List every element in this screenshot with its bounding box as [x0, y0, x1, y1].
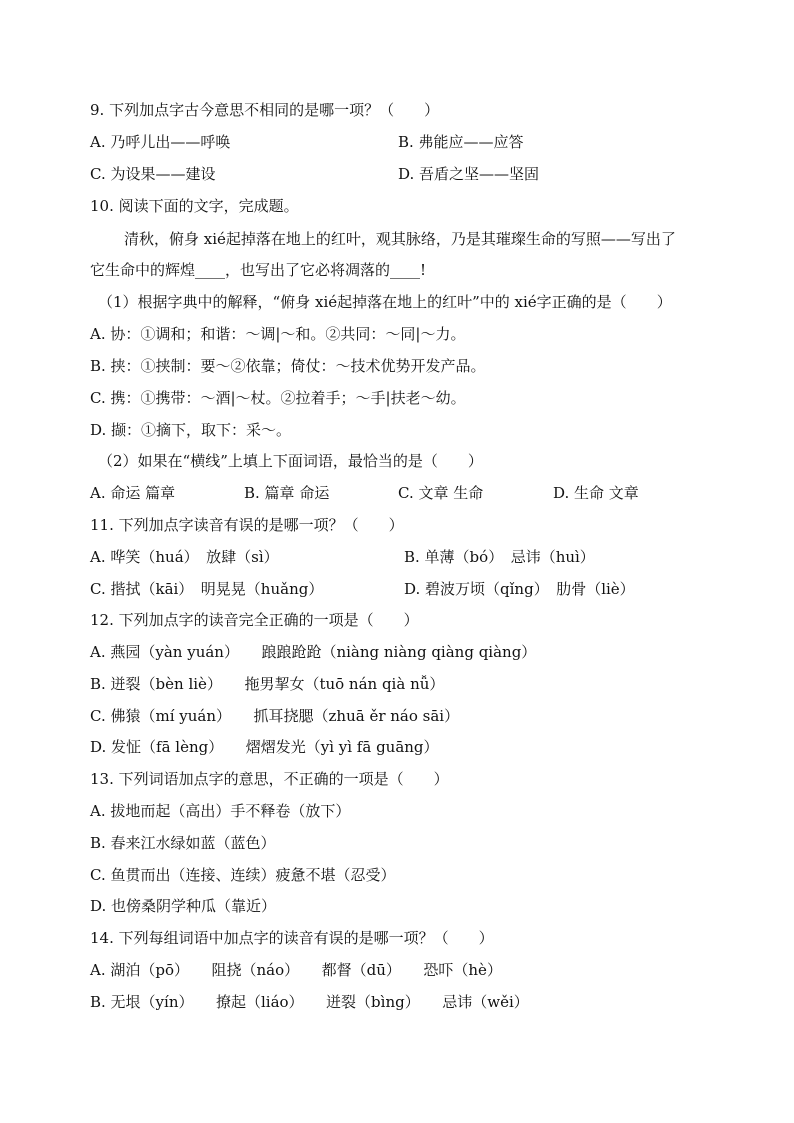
q10-sub1-option-b: B. 挟：①挟制：要～②依靠；倚仗：～技术优势开发产品。	[90, 357, 486, 375]
q13-stem: 13. 下列词语加点字的意思，不正确的一项是（ ）	[90, 770, 449, 788]
q13-option-b: B. 春来江水绿如蓝（蓝色）	[90, 834, 276, 852]
q12-option-a: A. 燕园（yàn yuán） 踉踉跄跄（niàng niàng qiàng qiàng）	[90, 643, 537, 661]
q10-sub2-option-d: D. 生命 文章	[553, 484, 639, 502]
q11-option-d: D. 碧波万顷（qǐng） 肋骨（liè）	[404, 580, 635, 598]
q10-sub2-option-c: C. 文章 生命	[398, 484, 484, 502]
q14-option-b: B. 无垠（yín） 撩起（liáo） 迸裂（bìng） 忌讳（wěi）	[90, 993, 529, 1011]
q10-passage-line1: 清秋，俯身 xié起掉落在地上的红叶，观其脉络，乃是其璀璨生命的写照——写出了	[124, 230, 676, 248]
q9-option-b: B. 弗能应——应答	[398, 133, 524, 151]
q11-option-c: C. 揩拭（kāi） 明晃晃（huǎng）	[90, 580, 324, 598]
q13-option-d: D. 也傍桑阴学种瓜（靠近）	[90, 897, 277, 915]
q12-option-b: B. 迸裂（bèn liè） 拖男挈女（tuō nán qià nǚ）	[90, 675, 445, 693]
q14-option-a: A. 湖泊（pō） 阻挠（náo） 都督（dū） 恐吓（hè）	[90, 961, 502, 979]
q12-option-d: D. 发怔（fā lèng） 熠熠发光（yì yì fā guāng）	[90, 738, 439, 756]
q12-stem: 12. 下列加点字的读音完全正确的一项是（ ）	[90, 611, 419, 629]
q10-stem: 10. 阅读下面的文字，完成题。	[90, 197, 299, 215]
q10-sub1-option-d: D. 撷：①摘下，取下：采～。	[90, 421, 292, 439]
q10-sub1-option-a: A. 协：①调和；和谐：～调|～和。②共同：～同|～力。	[90, 325, 466, 343]
q10-sub2-option-b: B. 篇章 命运	[244, 484, 330, 502]
q9-option-a: A. 乃呼儿出——呼唤	[90, 133, 231, 151]
q13-option-c: C. 鱼贯而出（连接、连续）疲惫不堪（忍受）	[90, 866, 396, 884]
q9-option-d: D. 吾盾之坚——坚固	[398, 165, 540, 183]
q14-stem: 14. 下列每组词语中加点字的读音有误的是哪一项？（ ）	[90, 929, 494, 947]
q10-sub1-stem: （1）根据字典中的解释，“俯身 xié起掉落在地上的红叶”中的 xié字正确的是（ ）	[98, 293, 672, 311]
q10-passage-line2: 它生命中的辉煌____，也写出了它必将凋落的____!	[90, 261, 427, 279]
q11-option-b: B. 单薄（bó） 忌讳（huì）	[404, 548, 595, 566]
q9-option-c: C. 为设果——建设	[90, 165, 216, 183]
q12-option-c: C. 佛猿（mí yuán） 抓耳挠腮（zhuā ěr náo sāi）	[90, 707, 460, 725]
q11-stem: 11. 下列加点字读音有误的是哪一项？（ ）	[90, 516, 404, 534]
q10-sub1-option-c: C. 携：①携带：～酒|～杖。②拉着手；～手|扶老～幼。	[90, 389, 466, 407]
q10-sub2-stem: （2）如果在“横线”上填上下面词语，最恰当的是（ ）	[98, 452, 483, 470]
q11-option-a: A. 哗笑（huá） 放肆（sì）	[90, 548, 279, 566]
q9-stem: 9. 下列加点字古今意思不相同的是哪一项？（ ）	[90, 101, 440, 119]
q10-sub2-option-a: A. 命运 篇章	[90, 484, 176, 502]
q13-option-a: A. 拔地而起（高出）手不释卷（放下）	[90, 802, 351, 820]
